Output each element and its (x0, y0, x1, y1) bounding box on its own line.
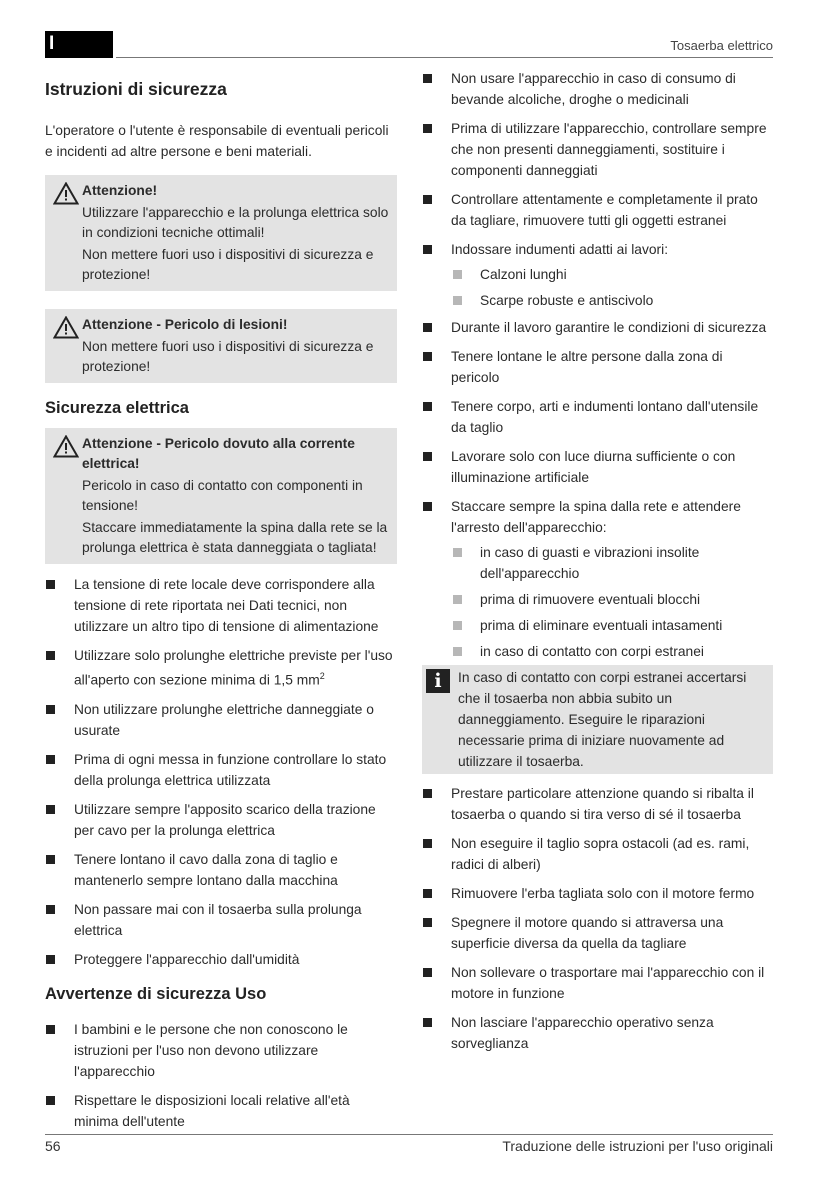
list-item: Lavorare solo con luce diurna sufficiente o con illuminazione artificiale (422, 446, 773, 488)
right-column (422, 68, 773, 1054)
list-item: Prima di ogni messa in funzione controllare lo stato della prolunga elettrica utilizzata (45, 749, 397, 791)
footer-divider (45, 1134, 773, 1135)
warning-text: Pericolo in caso di contatto con componenti in tensione! (82, 478, 363, 513)
info-box (422, 665, 773, 774)
language-tab (45, 31, 113, 58)
warning-triangle-icon (53, 435, 79, 458)
list-item: Non sollevare o trasportare mai l'apparecchio con il motore in funzione (422, 962, 773, 1004)
list-item: I bambini e le persone che non conoscono le istruzioni per l'uso non devono utilizzare l'apparecchio (45, 1019, 397, 1082)
footer-text: Traduzione delle istruzioni per l'uso originali (502, 1138, 773, 1154)
language-code: I (49, 33, 55, 54)
superscript: 2 (319, 671, 325, 681)
sublist-item: Calzoni lunghi (451, 264, 773, 285)
sublist-item: prima di eliminare eventuali intasamenti (451, 615, 773, 636)
list-item: Prima di utilizzare l'apparecchio, controllare sempre che non presenti danneggiamenti, sostituire i componenti danneggiati (422, 118, 773, 181)
list-item: Spegnere il motore quando si attraversa una superficie diversa da quella da tagliare (422, 912, 773, 954)
sublist-item: Scarpe robuste e antiscivolo (451, 290, 773, 311)
use-safety-list-continued (422, 68, 773, 662)
electric-safety-list (45, 574, 397, 970)
header-title: Tosaerba elettrico (670, 38, 773, 53)
warning-text: Non mettere fuori uso i dispositivi di sicurezza e protezione! (82, 247, 374, 282)
list-item: Utilizzare solo prolunghe elettriche previste per l'uso all'aperto con sezione minima di 1,5 $mm^2$ (45, 645, 397, 691)
warning-title: Attenzione! (82, 183, 158, 198)
list-item: Controllare attentamente e completamente il prato da tagliare, rimuovere tutti gli oggetti estranei (422, 189, 773, 231)
clothing-sublist (451, 264, 773, 311)
use-safety-list (45, 1019, 397, 1132)
list-item: Non passare mai con il tosaerba sulla prolunga elettrica (45, 899, 397, 941)
intro-text: L'operatore o l'utente è responsabile di eventuali pericoli e incidenti ad altre persone e beni materiali. (45, 123, 389, 159)
page-number: 56 (45, 1138, 61, 1154)
list-item: Non utilizzare prolunghe elettriche danneggiate o usurate (45, 699, 397, 741)
list-item: Utilizzare sempre l'apposito scarico della trazione per cavo per la prolunga elettrica (45, 799, 397, 841)
warning-box-general (45, 175, 397, 291)
sublist-item: in caso di contatto con corpi estranei (451, 641, 773, 662)
warning-title: Attenzione - Pericolo di lesioni! (82, 317, 288, 332)
list-item: Proteggere l'apparecchio dall'umidità (45, 949, 397, 970)
use-safety-list-final (422, 783, 773, 1054)
list-item: Staccare sempre la spina dalla rete e attendere l'arresto dell'apparecchio: in caso di guasti e vibrazioni insolite dell'apparecchio prima di rimuovere eventuali blocchi prima di eliminare eventuali intasamenti in caso di contatto con corpi estranei (422, 496, 773, 662)
list-item: Non usare l'apparecchio in caso di consumo di bevande alcoliche, droghe o medicinali (422, 68, 773, 110)
warning-triangle-icon (53, 316, 79, 339)
warning-triangle-icon (53, 182, 79, 205)
warning-text: Utilizzare l'apparecchio e la prolunga elettrica solo in condizioni tecniche ottimali! (82, 205, 389, 240)
list-item: Tenere lontane le altre persone dalla zona di pericolo (422, 346, 773, 388)
list-item: Durante il lavoro garantire le condizioni di sicurezza (422, 317, 773, 338)
warning-box-electric (45, 428, 397, 564)
section-title-use: Avvertenze di sicurezza Uso (45, 984, 267, 1003)
list-item: Prestare particolare attenzione quando si ribalta il tosaerba o quando si tira verso di sé il tosaerba (422, 783, 773, 825)
warning-title: Attenzione - Pericolo dovuto alla corrente elettrica! (82, 436, 355, 471)
warning-box-injury (45, 309, 397, 383)
list-item: La tensione di rete locale deve corrispondere alla tensione di rete riportata nei Dati tecnici, non utilizzare un altro tipo di tensione di alimentazione (45, 574, 397, 637)
unplug-sublist (451, 542, 773, 662)
list-item: Rimuovere l'erba tagliata solo con il motore fermo (422, 883, 773, 904)
list-item: Tenere corpo, arti e indumenti lontano dall'utensile da taglio (422, 396, 773, 438)
section-title-safety: Istruzioni di sicurezza (45, 79, 227, 99)
list-item: Indossare indumenti adatti ai lavori: Calzoni lunghi Scarpe robuste e antiscivolo (422, 239, 773, 311)
list-item: Non lasciare l'apparecchio operativo senza sorveglianza (422, 1012, 773, 1054)
warning-text: Non mettere fuori uso i dispositivi di sicurezza e protezione! (82, 339, 374, 374)
sublist-item: prima di rimuovere eventuali blocchi (451, 589, 773, 610)
section-title-electric: Sicurezza elettrica (45, 399, 189, 417)
info-icon: i (426, 669, 450, 693)
sublist-item: in caso di guasti e vibrazioni insolite dell'apparecchio (451, 542, 773, 584)
info-text: In caso di contatto con corpi estranei accertarsi che il tosaerba non abbia subito un danneggiamento. Eseguire le riparazioni necessarie prima di iniziare nuovamente ad utilizzare il tosaerba. (458, 670, 747, 769)
left-column (45, 72, 397, 1132)
list-item: Tenere lontano il cavo dalla zona di taglio e mantenerlo sempre lontano dalla macchina (45, 849, 397, 891)
warning-text: Staccare immediatamente la spina dalla rete se la prolunga elettrica è stata danneggiata o tagliata! (82, 520, 388, 555)
list-item: Non eseguire il taglio sopra ostacoli (ad es. rami, radici di alberi) (422, 833, 773, 875)
header-divider (116, 57, 773, 58)
list-item: Rispettare le disposizioni locali relative all'età minima dell'utente (45, 1090, 397, 1132)
